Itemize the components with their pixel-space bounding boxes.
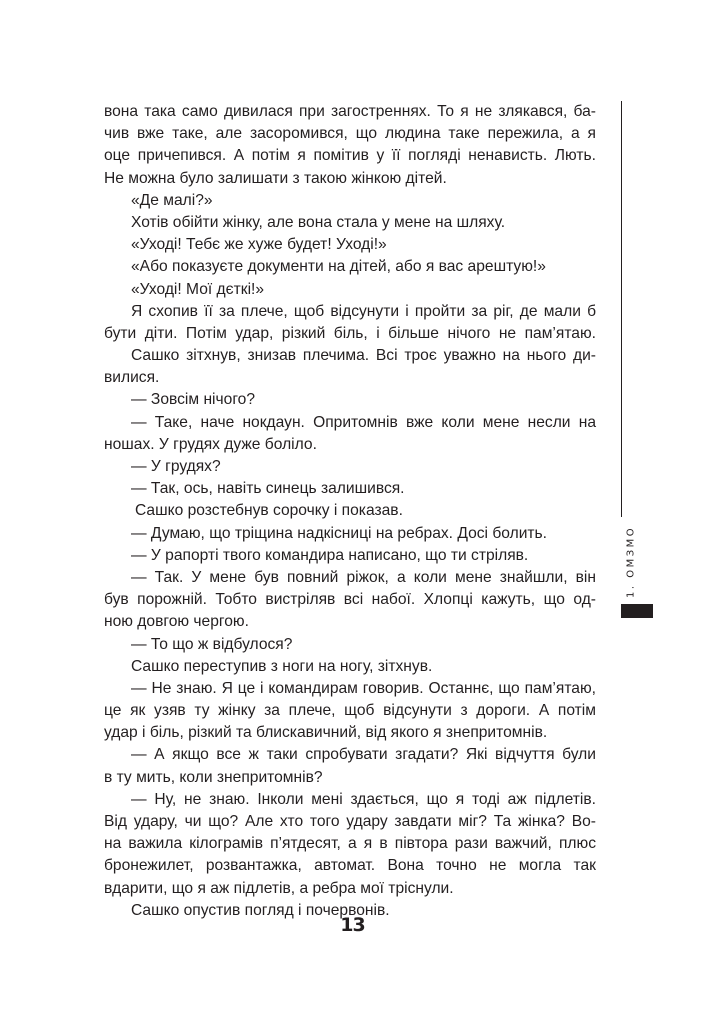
- text-line: «Уході! Тебє же хуже будет! Уході!»: [131, 236, 387, 254]
- text-line: оце причепився. А потім я помітив у її погляді ненависть. Лють.: [104, 147, 596, 165]
- text-line: Сашко опустив погляд і почервонів.: [131, 901, 390, 919]
- text-line: — Таке, наче нокдаун. Опритомнів вже коли мене несли на: [131, 413, 596, 431]
- text-line: Хотів обійти жінку, але вона стала у мене на шляху.: [131, 213, 506, 231]
- text-line: Я схопив її за плече, щоб відсунути і пройти за ріг, де мали б: [131, 302, 596, 320]
- margin-rule: [621, 101, 622, 517]
- text-line: бронежилет, розвантажка, автомат. Вона точно не могла так: [104, 857, 596, 875]
- text-line: був порожній. Тобто вистріляв всі набої. Хлопці кажуть, що од-: [104, 591, 596, 609]
- text-line: Від удару, чи що? Але хто того удару завдати міг? Та жінка? Во-: [104, 813, 596, 830]
- text-line: в ту мить, коли знепритомнів?: [104, 768, 323, 786]
- text-line: ношах. У грудях дуже боліло.: [104, 435, 317, 453]
- text-line: Сашко розстебнув сорочку і показав.: [135, 502, 403, 520]
- text-line: це як узяв ту жінку за плече, щоб відсунути з дороги. А потім: [104, 702, 596, 720]
- text-line: ною довгою чергою.: [104, 613, 249, 631]
- body-text: [104, 101, 596, 922]
- text-line: — А якщо все ж таки спробувати згадати? Які відчуття були: [131, 746, 596, 764]
- page-number: 13: [340, 914, 365, 936]
- text-line: вилися.: [104, 369, 160, 387]
- text-line: — Так, ось, навіть синець залишився.: [131, 480, 405, 498]
- text-line: Не можна було залишати з такою жінкою дітей.: [104, 169, 447, 187]
- text-line: чив вже таке, але засоромився, що людина таке пережила, а я: [104, 125, 596, 143]
- text-line: «Або показуєте документи на дітей, або я вас арештую!»: [131, 258, 546, 276]
- text-line: — Думаю, що тріщина надкісниці на ребрах. Досі болить.: [131, 524, 548, 542]
- text-line: на важила кілограмів п’ятдесят, а я в півтора рази важчий, плюс: [104, 835, 596, 853]
- text-line: «Уході! Мої дєткі!»: [131, 280, 265, 298]
- text-line: — То що ж відбулося?: [131, 635, 293, 653]
- text-line: — Зовсім нічого?: [131, 391, 256, 409]
- text-line: — Ну, не знаю. Інколи мені здається, що я тоді аж підлетів.: [131, 790, 596, 808]
- text-line: — Не знаю. Я це і командирам говорив. Останнє, що пам’ятаю,: [131, 679, 596, 697]
- text-line: вдарити, що я аж підлетів, а ребра мої тріснули.: [104, 879, 454, 897]
- text-line: — У рапорті твого командира написано, що ти стріляв.: [131, 546, 529, 564]
- chapter-label: 1. ОМЗМО: [625, 525, 637, 599]
- text-line: удар і біль, різкий та блискавичний, від якого я знепритомнів.: [104, 724, 548, 742]
- text-line: Сашко переступив з ноги на ногу, зітхнув.: [131, 657, 433, 675]
- text-line: Сашко зітхнув, знизав плечима. Всі троє уважно на нього ди-: [131, 347, 596, 365]
- text-line: вона така само дивилася при загостреннях. То я не злякався, ба-: [104, 103, 596, 120]
- text-line: «Де малі?»: [131, 191, 213, 209]
- text-line: бути діти. Потім удар, різкий біль, і більше нічого не пам’ятаю.: [104, 324, 596, 342]
- text-line: — У грудях?: [131, 458, 221, 475]
- text-line: — Так. У мене був повний ріжок, а коли мене знайшли, він: [131, 568, 596, 586]
- chapter-tab-bar: [621, 604, 653, 618]
